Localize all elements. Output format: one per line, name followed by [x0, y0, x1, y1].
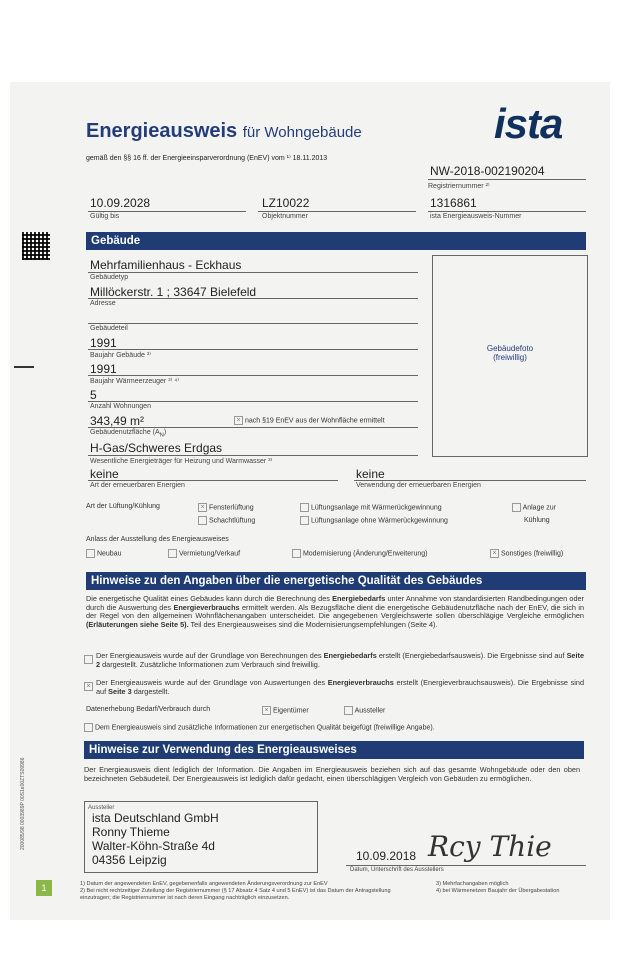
demand-based-box[interactable]: [84, 655, 93, 664]
vent-with-recovery-checkbox[interactable]: [300, 503, 309, 512]
heater-year-value: 1991: [90, 362, 117, 376]
construction-year-label: Baujahr Gebäude ³⁾: [90, 352, 151, 359]
building-photo-box: [432, 255, 588, 457]
consumption-text-1: Der Energieausweis wurde auf der Grundlage von Auswertungen des: [96, 678, 328, 687]
divider: [88, 375, 418, 376]
area-method-check[interactable]: [234, 416, 385, 425]
vent-shaft-checkbox[interactable]: [198, 516, 207, 525]
issue-date: 10.09.2018: [356, 849, 417, 863]
section-quality-header: Hinweise zu den Angaben über die energetische Qualität des Gebäudes: [86, 572, 586, 590]
issuer-signature: Rcy Thie: [428, 830, 552, 863]
divider: [428, 179, 586, 180]
additional-info-checkbox[interactable]: [84, 723, 93, 732]
photo-sub-label: (freiwillig): [493, 353, 527, 362]
area-method-checkbox[interactable]: ×: [234, 416, 243, 425]
divider: [88, 480, 338, 481]
renewable-type-value: keine: [90, 467, 119, 481]
signature-label: Datum, Unterschrift des Ausstellers: [350, 867, 444, 873]
occasion-new-checkbox[interactable]: [86, 549, 95, 558]
divider: [88, 455, 418, 456]
occasion-other-checkbox[interactable]: ×: [490, 549, 499, 558]
vent-without-recovery-checkbox[interactable]: [300, 516, 309, 525]
vent-without-recovery[interactable]: [300, 516, 448, 525]
usage-paragraph: Der Energieausweis dient lediglich der Information. Die Angaben im Energieausweis beziehen sich auf das gesamte Wohngebäude oder den oben bezeichneten Gebäudeteil. Der Energieausweis ist lediglich dafür gedacht, einen überschlägigen Vergleich von Gebäuden zu ermöglichen.: [84, 765, 580, 783]
occasion-modernization[interactable]: [292, 549, 427, 558]
object-number-value: LZ10022: [262, 196, 310, 210]
vent-without-recovery-label: Lüftungsanlage ohne Wärmerückgewinnung: [310, 517, 448, 525]
qr-code: [22, 232, 50, 260]
vent-cooling-label-2: Kühlung: [524, 517, 550, 524]
divider: [88, 323, 418, 324]
vent-shaft-label: Schachtlüftung: [208, 517, 256, 525]
consumption-text-5: dargestellt.: [131, 686, 170, 696]
ista-logo: ista: [494, 100, 563, 147]
footnote-1: 1) Datum der angewendeten EnEV, gegebenenfalls angewendeten Änderungsverordnung zur EnEV: [80, 881, 328, 887]
legal-basis: gemäß den §§ 16 ff. der Energieeinsparverordnung (EnEV) vom ¹⁾ 18.11.2013: [86, 155, 328, 162]
footnote-4: 4) bei Wärmenetzen Baujahr der Übergabestation: [436, 888, 560, 894]
demand-text-1: Der Energieausweis wurde auf der Grundlage von Berechnungen des: [96, 651, 324, 660]
divider: [88, 211, 246, 212]
additional-info[interactable]: [84, 723, 435, 732]
building-type-value: Mehrfamilienhaus - Eckhaus: [90, 258, 242, 272]
issuer-name: Ronny Thieme: [92, 825, 170, 839]
demand-based-checkbox[interactable]: [84, 651, 93, 669]
heater-year-label: Baujahr Wärmeerzeuger ³⁾ ⁴⁾: [90, 378, 179, 385]
area-label-sub: N: [159, 432, 164, 439]
quality-text-5: ermittelt werden. Als Bezugsfläche dient die energetische Gebäudenutzfläche nach der EnEV, die sich in der Regel von den allgemeinen Wohnflächenangaben unterscheidet. Die angegebenen Vergleichswerte sollen überschlägige Vergleiche ermöglichen: [86, 602, 585, 621]
area-label-close: ): [163, 429, 167, 436]
quality-paragraph: [86, 595, 584, 630]
occasion-modernization-checkbox[interactable]: [292, 549, 301, 558]
page-number-badge: 1: [36, 880, 52, 896]
issuer-city: 04356 Leipzig: [92, 853, 167, 867]
vent-with-recovery[interactable]: [300, 503, 442, 512]
divider: [88, 298, 418, 299]
issuer-address: [92, 811, 317, 867]
footnotes-left: [80, 881, 420, 902]
occasion-new-label: Neubau: [96, 550, 122, 558]
demand-text-2: Energiebedarfs: [323, 651, 377, 660]
building-part-label: Gebäudeteil: [90, 325, 128, 332]
renewable-use-value: keine: [356, 467, 385, 481]
apartments-value: 5: [90, 388, 97, 402]
energy-carrier-value: H-Gas/Schweres Erdgas: [90, 441, 223, 455]
divider: [88, 401, 418, 402]
ventilation-label: Art der Lüftung/Kühlung: [86, 503, 160, 510]
title-suffix: für Wohngebäude: [242, 124, 362, 141]
area-method-label: nach §19 EnEV aus der Wohnfläche ermittelt: [244, 417, 385, 425]
quality-text-1: Die energetische Qualität eines Gebäudes kann durch die Berechnung des: [86, 594, 333, 603]
demand-text-3: erstellt (Energiebedarfsausweis). Die Ergebnisse sind auf: [376, 651, 567, 660]
vent-window-label: Fensterlüftung: [208, 504, 254, 512]
consumption-text-3: erstellt (Energieverbrauchsausweis). Die Ergebnisse sind auf: [96, 678, 585, 696]
vent-cooling[interactable]: [512, 503, 556, 512]
divider: [258, 211, 416, 212]
section-building-header: Gebäude: [86, 232, 586, 250]
footnote-2: 2) Bei nicht rechtzeitiger Zuteilung der Registriernummer (§ 17 Absatz 4 Satz 4 und 5 EnEV) ist das Datum der Antragstellung einzutragen; die Registriernummer ist nach deren Eingang nachträglich einzusetzen.: [80, 888, 391, 901]
data-collection-label: Datenerhebung Bedarf/Verbrauch durch: [86, 706, 211, 713]
object-number-label: Objektnummer: [262, 213, 308, 220]
demand-text-4: Seite 2: [96, 651, 585, 669]
quality-text-6: (Erläuterungen siehe Seite 5).: [86, 620, 189, 630]
registry-number-label: Registriernummer ²⁾: [428, 183, 490, 190]
quality-text-7: Teil des Energieausweises sind die Modernisierungsempfehlungen (Seite 4).: [188, 620, 438, 630]
data-by-owner[interactable]: [262, 706, 309, 715]
divider: [354, 480, 586, 481]
issuer-company: ista Deutschland GmbH: [92, 811, 219, 825]
vent-cooling-label: Anlage zur: [522, 504, 557, 512]
issuer-label: Aussteller: [88, 805, 115, 811]
data-by-owner-checkbox[interactable]: ×: [262, 706, 271, 715]
valid-until-value: 10.09.2028: [90, 196, 151, 210]
data-by-issuer-label: Aussteller: [354, 707, 386, 715]
divider: [428, 211, 586, 212]
renewable-type-label: Art der erneuerbaren Energien: [90, 482, 185, 489]
occasion-rent-label: Vermietung/Verkauf: [178, 550, 241, 558]
consumption-based-text: [96, 679, 584, 696]
energy-carrier-label: Wesentliche Energieträger für Heizung und Warmwasser ³⁾: [90, 458, 273, 465]
data-by-owner-label: Eigentümer: [272, 707, 309, 715]
registry-number: NW-2018-002190204: [430, 164, 545, 178]
divider: [88, 272, 418, 273]
occasion-new[interactable]: [86, 549, 121, 558]
divider: [88, 349, 418, 350]
photo-label: Gebäudefoto: [486, 344, 534, 353]
signature-line: [346, 865, 586, 866]
valid-until-label: Gültig bis: [90, 213, 120, 220]
footnotes-right: [436, 881, 586, 895]
section-usage-header: Hinweise zur Verwendung des Energieausweises: [84, 741, 584, 759]
vent-with-recovery-label: Lüftungsanlage mit Wärmerückgewinnung: [310, 504, 442, 512]
vent-cooling-checkbox[interactable]: [512, 503, 521, 512]
construction-year-value: 1991: [90, 336, 117, 350]
issuer-box: [84, 801, 318, 873]
fold-mark: [14, 366, 34, 368]
occasion-other-label: Sonstiges (freiwillig): [500, 550, 564, 558]
address-label: Adresse: [90, 300, 116, 307]
quality-text-4: Energieverbrauchs: [173, 602, 240, 612]
consumption-based-checkbox[interactable]: [84, 678, 93, 696]
quality-text-3: unter Annahme von standardisierten Randbedingungen oder durch die Auswertung des: [86, 594, 584, 612]
issuer-street: Walter-Köhn-Straße 4d: [92, 839, 215, 853]
side-code: 200085/98 0003989P 00S1e00ZTS09986: [20, 757, 26, 850]
vent-window-checkbox[interactable]: ×: [198, 503, 207, 512]
apartments-label: Anzahl Wohnungen: [90, 403, 151, 410]
consumption-text-4: Seite 3: [108, 686, 132, 696]
footnote-3: 3) Mehrfachangaben möglich: [436, 881, 509, 887]
quality-text-2: Energiebedarfs: [332, 594, 386, 603]
ista-number-label: ista Energieausweis-Nummer: [430, 213, 522, 220]
vent-window[interactable]: [198, 503, 254, 512]
demand-based-text: [96, 652, 584, 669]
floor-area-value: 343,49 m²: [90, 414, 145, 428]
renewable-use-label: Verwendung der erneuerbaren Energien: [356, 482, 481, 489]
occasion-other[interactable]: [490, 549, 563, 558]
occasion-rent[interactable]: [168, 549, 240, 558]
divider: [88, 427, 418, 428]
occasion-rent-checkbox[interactable]: [168, 549, 177, 558]
ista-number-value: 1316861: [430, 196, 477, 210]
address-value: Millöckerstr. 1 ; 33647 Bielefeld: [90, 285, 257, 299]
document-title: [86, 120, 362, 143]
floor-area-label: [90, 429, 166, 438]
consumption-text-2: Energieverbrauchs: [327, 678, 394, 687]
area-label-text: Gebäudenutzfläche (A: [90, 429, 160, 436]
building-type-label: Gebäudetyp: [90, 274, 129, 281]
consumption-based-box[interactable]: ×: [84, 682, 93, 691]
additional-info-label: Dem Energieausweis sind zusätzliche Informationen zur energetischen Qualität beigefügt (freiwillige Angabe).: [94, 724, 435, 732]
demand-text-5: dargestellt. Zusätzliche Informationen zum Verbrauch sind freiwillig.: [100, 659, 320, 669]
data-by-issuer-checkbox[interactable]: [344, 706, 353, 715]
data-by-issuer[interactable]: [344, 706, 385, 715]
vent-shaft[interactable]: [198, 516, 255, 525]
occasion-label: Anlass der Ausstellung des Energieausweises: [86, 536, 229, 543]
occasion-modernization-label: Modernisierung (Änderung/Erweiterung): [302, 550, 428, 558]
title-main: Energieausweis: [86, 120, 238, 142]
